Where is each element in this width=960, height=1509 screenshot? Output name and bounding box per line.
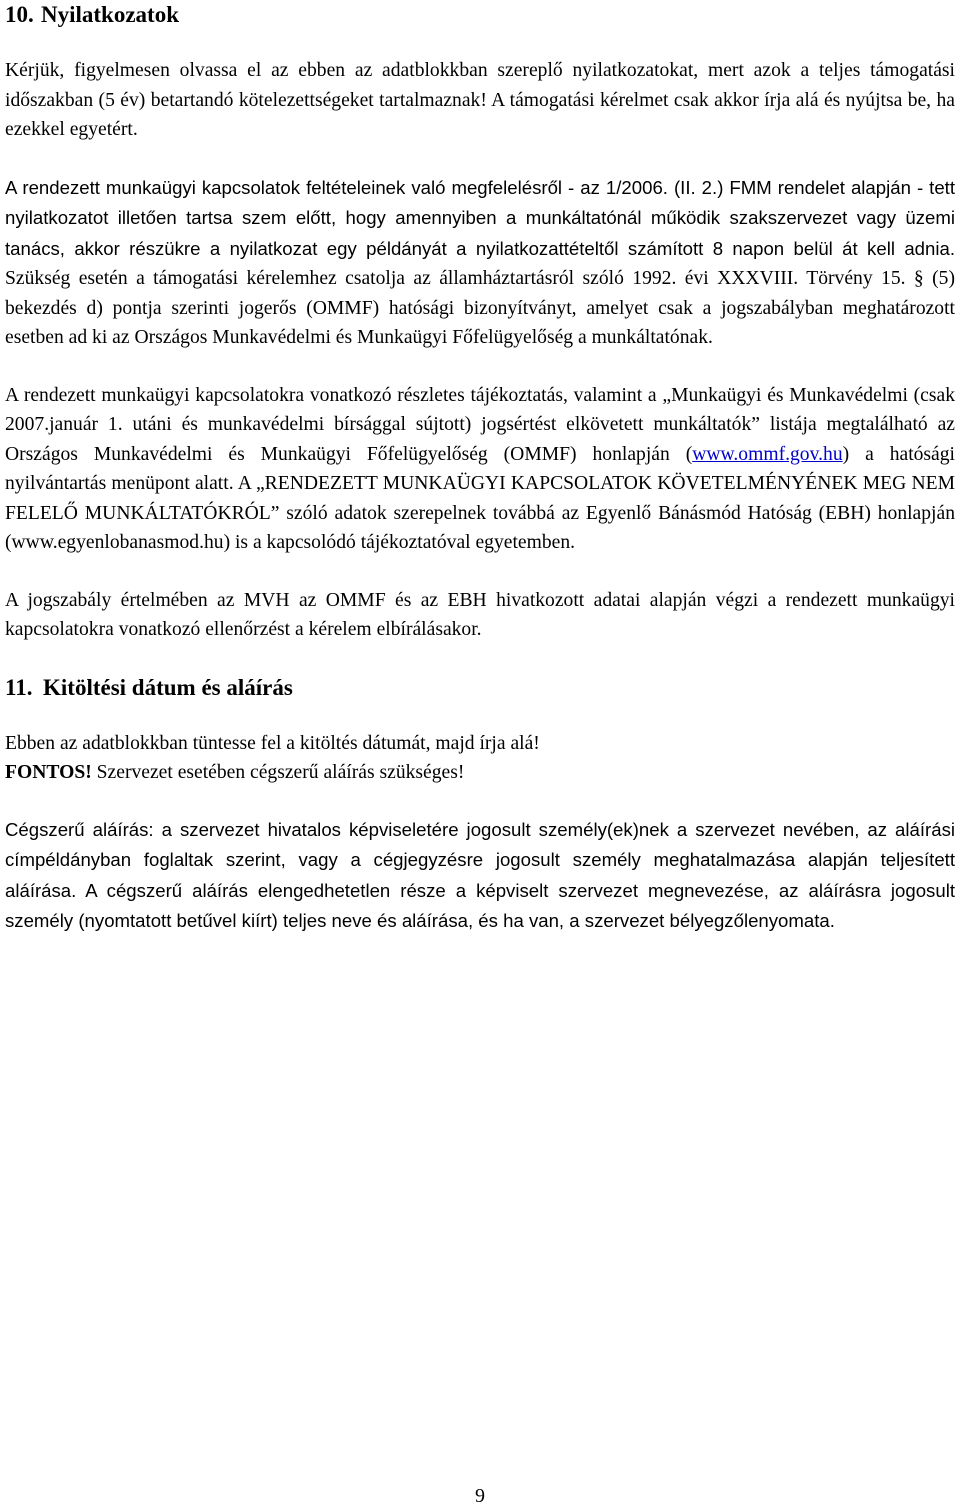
ommf-info-paragraph: [5, 381, 955, 558]
company-signature-definition-paragraph: [5, 815, 955, 937]
mvh-check-paragraph: A jogszabály értelmében az MVH az OMMF és az EBH hivatkozott adatai alapján végzi a rendezett munkaügyi kapcsolatokra vonatkozó ellenőrzést a kérelem elbírálásakor.: [5, 589, 955, 640]
important-label: FONTOS!: [5, 762, 92, 783]
company-signature-definition-text: Cégszerű aláírás: a szervezet hivatalos képviseletére jogosult személy(ek)nek a szervezet nevében, az aláírási címpéldányban foglaltak szerint, vagy a cégjegyzésre jogosult személy meghatalmazása alapján teljesített aláírása. A cégszerű aláírás elengedhetetlen része a képviselt szervezet megnevezése, az aláírásra jogosult személy (nyomtatott betűvel kiírt) teljes neve és aláírása, és ha van, a szervezet bélyegzőlenyomata.: [5, 818, 955, 931]
signature-instruction-line: Ebben az adatblokkban tüntesse fel a kitöltés dátumát, majd írja alá!: [5, 732, 540, 754]
document-page: [5, 0, 955, 937]
section-number: 11.: [5, 674, 33, 700]
section-11-heading: [5, 673, 955, 703]
labor-relations-serif-text: Szükség esetén a támogatási kérelemhez csatolja az államháztartásról szóló 1992. évi XXXVIII. Törvény 15. § (5) bekezdés d) pontja szerinti jogerős (OMMF) hatósági bizonyítványt, amelyet csak a jogszabályban meghatározott esetben ad ki az Országos Munkavédelmi és Munkaügyi Főfelügyelőség a munkáltatónak.: [5, 268, 955, 348]
ommf-text-before: A rendezett munkaügyi kapcsolatokra vonatkozó részletes tájékoztatás, valamint a „Munkaügyi és Munkavédelmi (csak 2007.január 1. utáni és munkavédelmi bírsággal sújtott) jogsértést elkövetett munkáltatók” listája megtalálható az Országos Munkavédelmi és Munkaügyi Főfelügyelőség (OMMF) honlapján (: [5, 384, 955, 465]
labor-relations-paragraph: [5, 173, 955, 353]
declarations-intro-paragraph: Kérjük, figyelmesen olvassa el az ebben az adatblokkban szereplő nyilatkozatokat, mert azok a teljes támogatási időszakban (5 év) betartandó kötelezettségeket tartalmaznak! A támogatási kérelmet csak akkor írja alá és nyújtsa be, ha ezekkel egyetért.: [5, 60, 955, 140]
labor-relations-sans-text: A rendezett munkaügyi kapcsolatok feltételeinek való megfelelésről - az 1/2006. (II. 2.) FMM rendelet alapján - tett nyilatkozatot illetően tartsa szem előtt, hogy amennyiben a munkáltatónál működik szakszervezet vagy üzemi tanács, akkor részükre a nyilatkozat egy példányát a nyilatkozattételtől számított 8 napon belül át kell adnia.: [5, 176, 955, 259]
signature-instructions-paragraph: [5, 729, 955, 788]
section-number: 10.: [5, 2, 34, 27]
section-10-heading: [5, 0, 955, 30]
section-title: Kitöltési dátum és aláírás: [43, 674, 293, 700]
ommf-text-after: ) a hatósági nyilvántartás menüpont alatt. A „RENDEZETT MUNKAÜGYI KAPCSOLATOK KÖVETELMÉNYÉNEK MEG NEM FELELŐ MUNKÁLTATÓKRÓL” szóló adatok szerepelnek továbbá az Egyenlő Bánásmód Hatóság (EBH) honlapján (www.egyenlobanasmod.hu) is a kapcsolódó tájékoztatóval egyetemben.: [5, 443, 955, 553]
page-number: 9: [475, 1485, 485, 1507]
section-title: Nyilatkozatok: [41, 2, 179, 27]
ommf-website-link[interactable]: www.ommf.gov.hu: [692, 443, 843, 465]
organization-signature-note: Szervezet esetében cégszerű aláírás szükséges!: [91, 762, 465, 783]
